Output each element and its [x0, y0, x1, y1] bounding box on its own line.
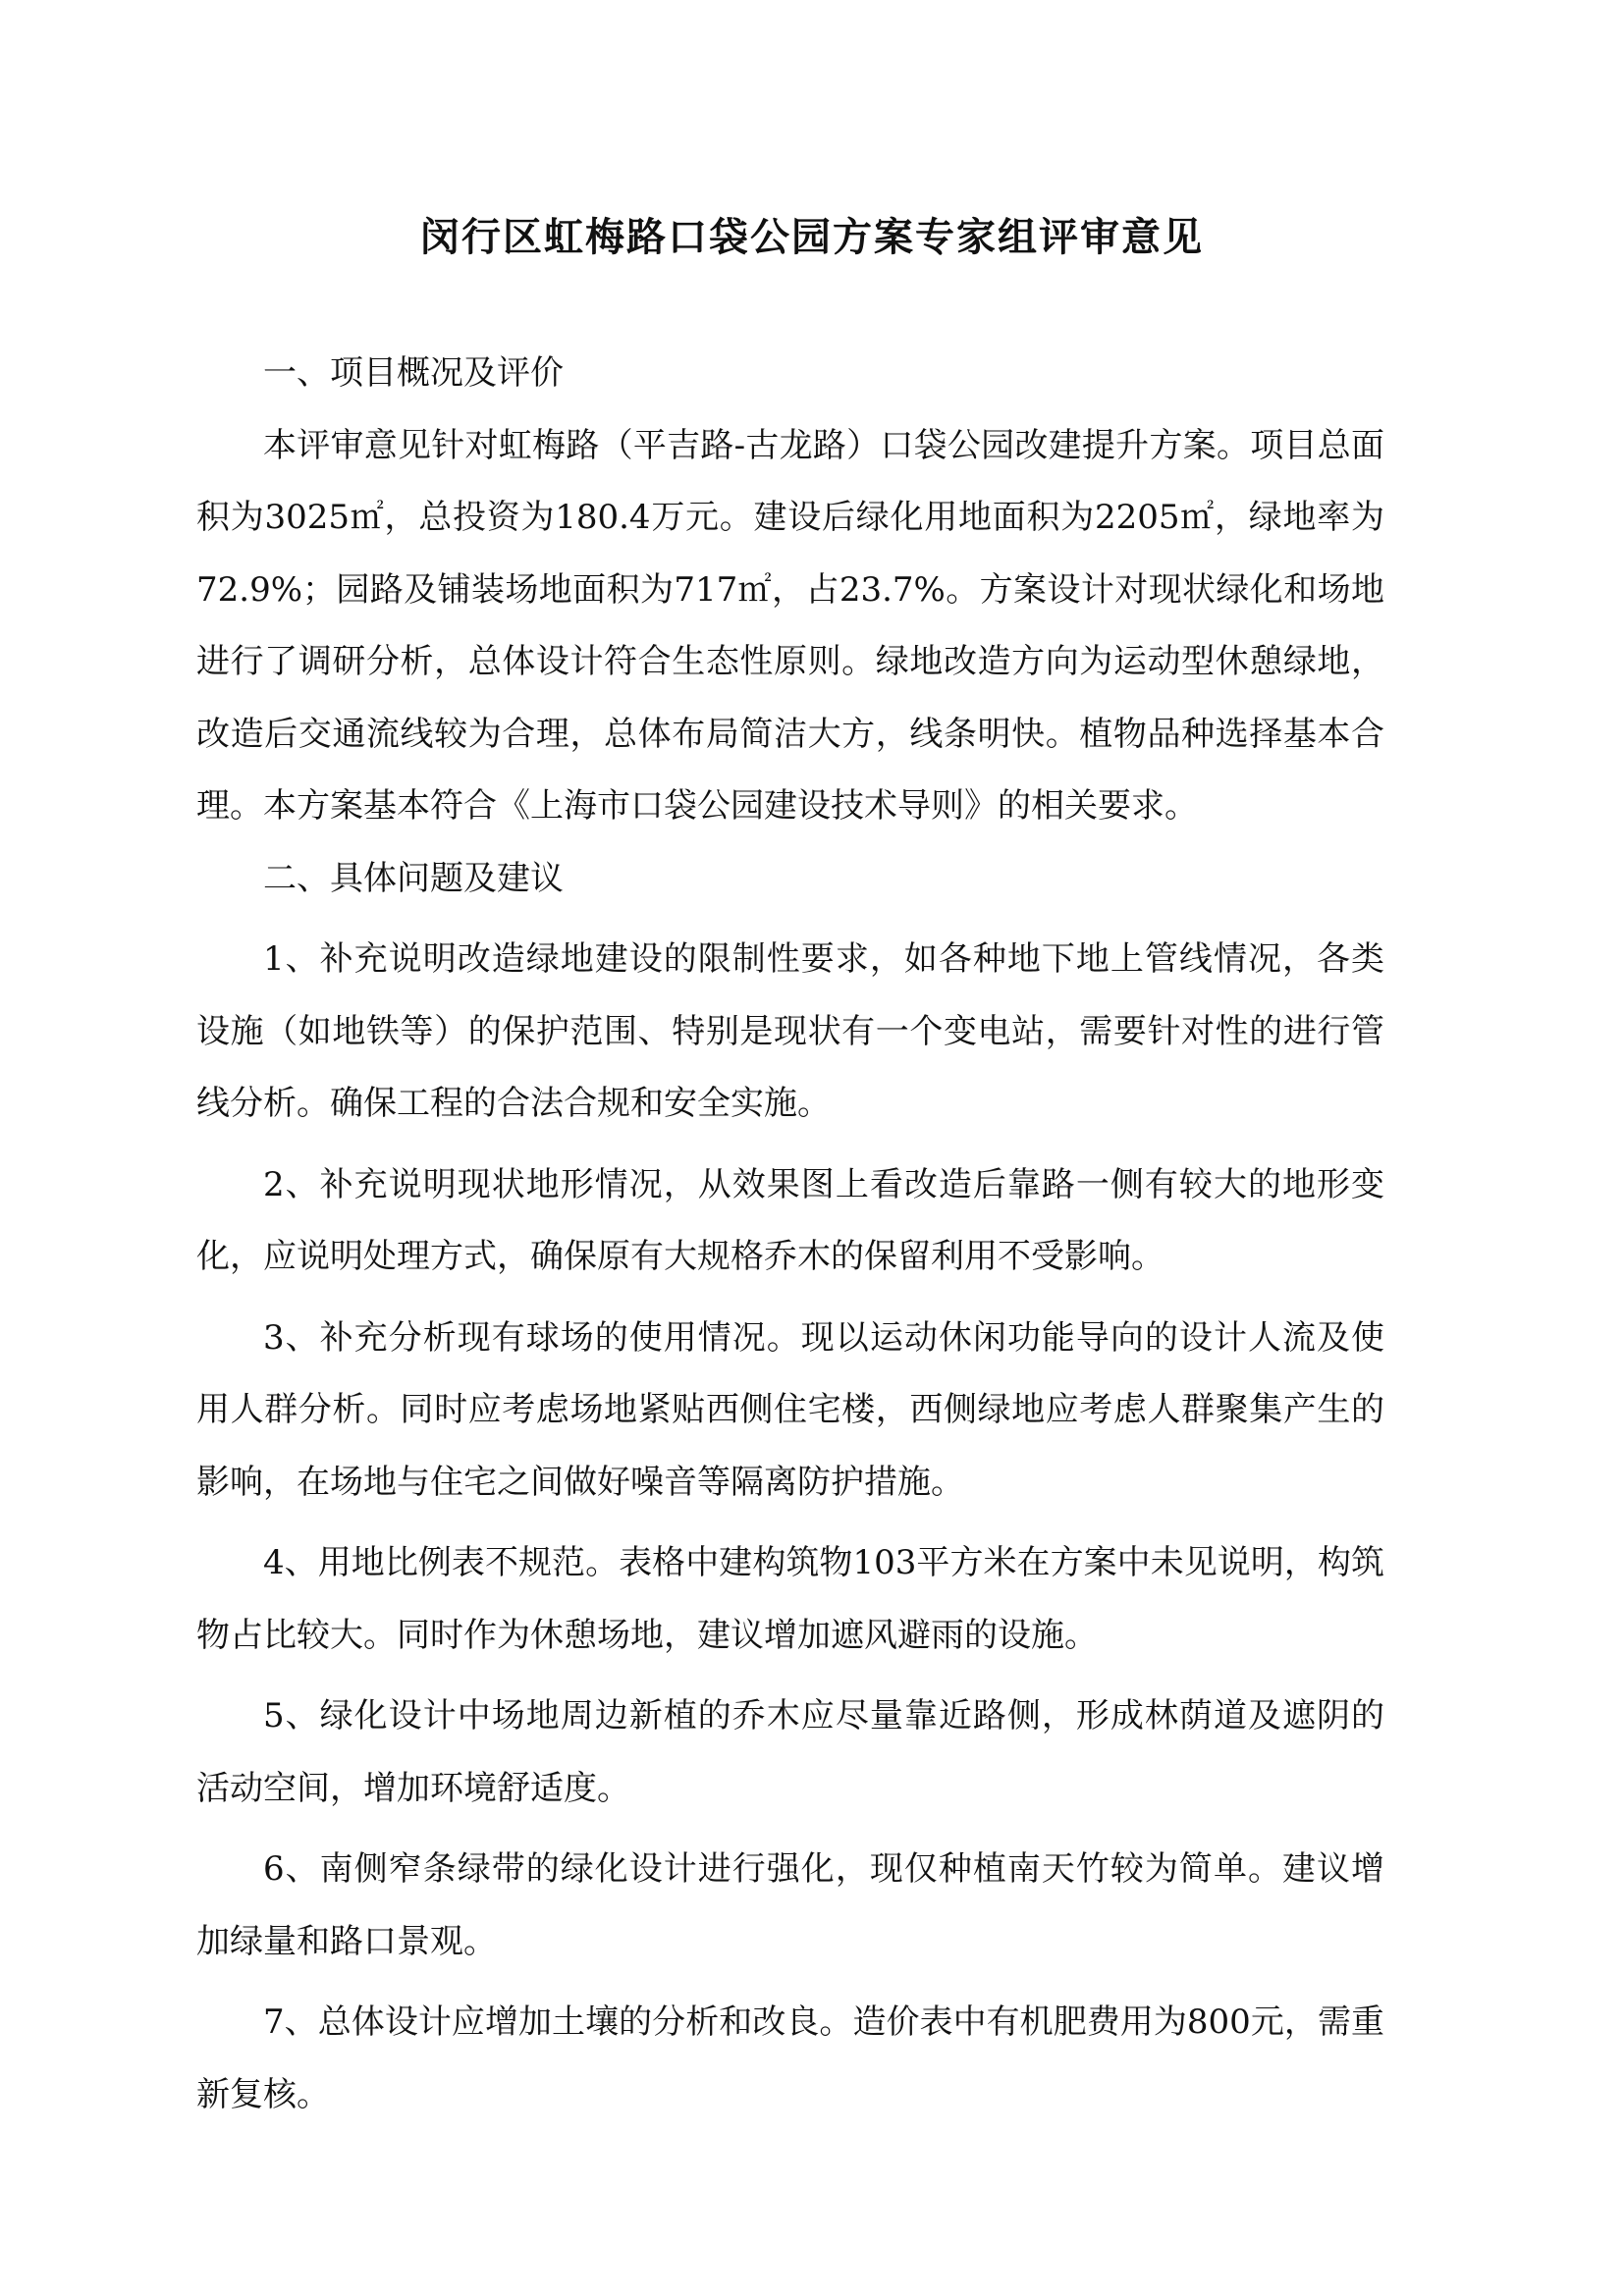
issue-item-1: 1、补充说明改造绿地建设的限制性要求，如各种地下地上管线情况，各类设施（如地铁等）的保护范围、特别是现状有一个变电站，需要针对性的进行管线分析。确保工程的合法合规和安全实施。 [196, 939, 1384, 1123]
issue-item-4: 4、用地比例表不规范。表格中建构筑物103平方米在方案中未见说明，构筑物占比较大。同时作为休憩场地，建议增加遮风避雨的设施。 [196, 1543, 1384, 1655]
issue-item-2: 2、补充说明现状地形情况，从效果图上看改造后靠路一侧有较大的地形变化，应说明处理方式，确保原有大规格乔木的保留利用不受影响。 [196, 1164, 1384, 1276]
overview-paragraph: 本评审意见针对虹梅路（平吉路-古龙路）口袋公园改建提升方案。项目总面积为3025㎡，总投资为180.4万元。建设后绿化用地面积为2205㎡，绿地率为72.9%；园路及铺装场地面积为717㎡，占23.7%。方案设计对现状绿化和场地进行了调研分析，总体设计符合生态性原则。绿地改造方向为运动型休憩绿地，改造后交通流线较为合理，总体布局简洁大方，线条明快。植物品种选择基本合理。本方案基本符合《上海市口袋公园建设技术导则》的相关要求。 [196, 425, 1384, 826]
issue-item-6: 6、南侧窄条绿带的绿化设计进行强化，现仅种植南天竹较为简单。建议增加绿量和路口景观。 [196, 1849, 1384, 1961]
section-heading-overview: 一、项目概况及评价 [263, 353, 564, 393]
issue-item-7: 7、总体设计应增加土壤的分析和改良。造价表中有机肥费用为800元，需重新复核。 [196, 2002, 1384, 2114]
section-heading-issues: 二、具体问题及建议 [263, 858, 564, 898]
issue-item-5: 5、绿化设计中场地周边新植的乔木应尽量靠近路侧，形成林荫道及遮阴的活动空间，增加环境舒适度。 [196, 1696, 1384, 1808]
document-title: 闵行区虹梅路口袋公园方案专家组评审意见 [420, 215, 1204, 260]
document-body [196, 338, 1384, 2131]
issue-item-3: 3、补充分析现有球场的使用情况。现以运动休闲功能导向的设计人流及使用人群分析。同时应考虑场地紧贴西侧住宅楼，西侧绿地应考虑人群聚集产生的影响，在场地与住宅之间做好噪音等隔离防护措施。 [196, 1317, 1384, 1502]
